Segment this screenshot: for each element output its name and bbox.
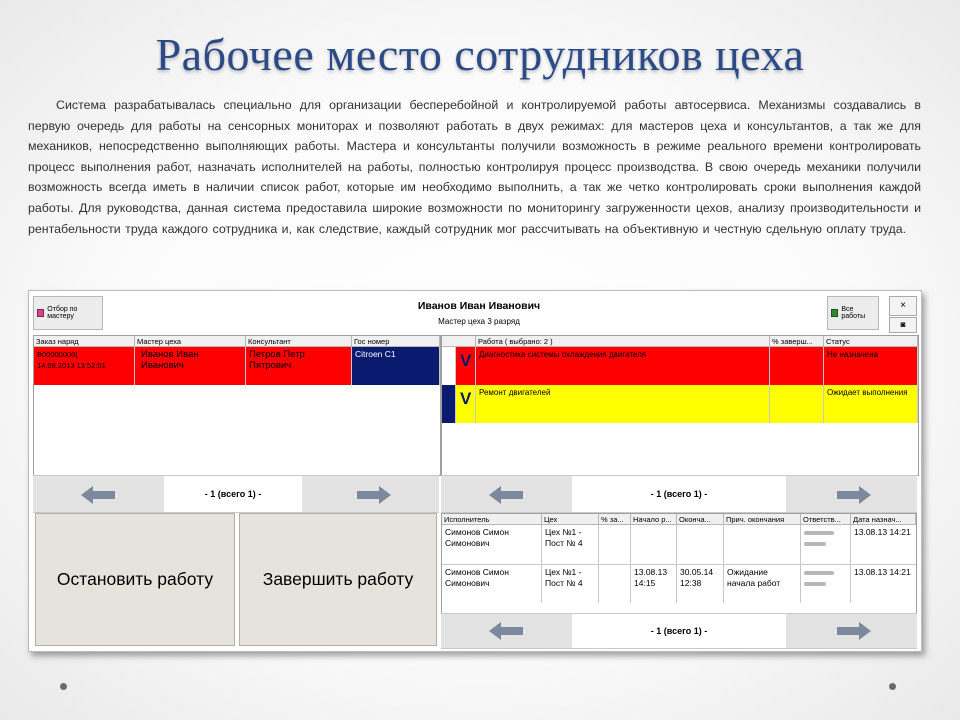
pager-text: - 1 (всего 1) - [572,476,786,512]
work-name: Диагностика системы охлаждения двигателя [476,347,770,385]
decorative-dot [889,683,896,690]
executor-start [631,525,677,564]
executor-percent [599,564,631,603]
app-screenshot [28,290,922,652]
orders-pager [33,475,439,513]
employee-name: Иванов Иван Иванович [417,300,541,312]
close-button[interactable]: × [889,296,917,316]
col-header[interactable]: Исполнитель [442,514,542,525]
col-header[interactable]: Начало р... [631,514,677,525]
executor-end: 30.05.14 12:38 [677,564,724,603]
col-header[interactable]: Работа ( выбрано: 2 ) [476,336,770,347]
checkbox-icon [37,309,44,317]
work-status: Ожидает выполнения [824,385,918,423]
col-header[interactable]: Дата назнач... [851,514,916,525]
col-header[interactable]: Консультант [246,336,352,347]
all-works-button[interactable] [827,296,879,330]
arrow-right-icon[interactable] [837,622,871,640]
pager-text: - 1 (всего 1) - [164,476,302,512]
row-selector[interactable] [442,385,456,423]
responsible-redacted [801,564,851,603]
col-header[interactable]: Заказ наряд [34,336,135,347]
work-name: Ремонт двигателей [476,385,770,423]
executor-start: 13.08.13 14:15 [631,564,677,603]
master-cell: Иванов Иван Иванович [135,347,246,385]
stop-work-button[interactable]: Остановить работу [35,513,235,646]
finish-work-button[interactable]: Завершить работу [239,513,437,646]
plate-cell: Citroen C1 [352,347,440,385]
executor-shop: Цех №1 - Пост № 4 [542,525,599,564]
description-text: Система разрабатывалась специально для организации бесперебойной и контролируемой работы автосервиса. Механизмы создавались в первую очередь для работы на сенсорных мониторах и позволяют работать в двух режимах: для мастеров цеха и консультантов, а так же для механиков, непосредственно выполняющих работы. Мастера и консультанты получили возможность в режиме реального времени контролировать процесс выполнения работ, назначать исполнителей на работы, полностью контролируя процесс производства. В свою очередь механики получили возможность всегда иметь в наличии список работ, которые им необходимо выполнить, а так же четко контролировать сроки выполнения каждой работы. Для руководства, данная система предоставила широкие возможности по мониторингу загруженности цехов, анализу производительности и рентабельности труда каждого сотрудника и, как следствие, каждый сотрудник мог рассчитывать на объективную и честную сдельную оплату труда. [28,98,921,236]
employee-role: Мастер цеха 3 разряд [438,317,520,326]
arrow-left-icon[interactable] [489,486,523,504]
all-works-label: Все работы [841,306,866,320]
app-header [29,291,921,335]
window-icon: ◙ [900,320,906,329]
arrow-left-icon[interactable] [489,622,523,640]
work-status: Не назначена [824,347,918,385]
executor-reason: Ожидание начала работ [724,564,801,603]
order-cell [34,347,135,385]
col-header[interactable]: Ответств... [801,514,851,525]
responsible-redacted [801,525,851,564]
check-mark-icon: V [456,347,476,385]
work-percent [770,385,824,423]
orders-table [33,335,441,476]
slide-title: Рабочее место сотрудников цеха [155,29,805,80]
assign-date: 13.08.13 14:21 [854,527,911,537]
work-percent [770,347,824,385]
executor-end [677,525,724,564]
arrow-right-icon[interactable] [837,486,871,504]
assign-date: 13.08.13 14:21 [851,564,916,603]
col-header[interactable]: Мастер цеха [135,336,246,347]
filter-master-button[interactable] [33,296,103,330]
executors-pager [441,613,917,649]
filter-master-label: Отбор по мастеру [47,306,78,320]
arrow-left-icon[interactable] [81,486,115,504]
decorative-dot [60,683,67,690]
col-header[interactable]: Цех [542,514,599,525]
restore-button[interactable] [889,317,917,333]
checkbox-icon [831,309,838,317]
works-table [441,335,919,476]
consultant-cell: Петров Петр Пятрович [246,347,352,385]
col-header[interactable]: Прич. окончания [724,514,801,525]
col-header[interactable]: Статус [824,336,918,347]
col-header[interactable]: Оконча... [677,514,724,525]
executor-reason [724,525,801,564]
order-date: 14.08.2013 13:52:01 [37,361,106,370]
executor-shop: Цех №1 - Пост № 4 [542,564,599,603]
col-header[interactable]: % заверш... [770,336,824,347]
executors-table [441,513,917,615]
col-header-blank [442,336,476,347]
row-selector[interactable] [442,347,456,385]
executor-percent [599,525,631,564]
col-header[interactable]: % за... [599,514,631,525]
order-number: В00000000( [37,350,78,359]
slide-description [28,95,921,239]
executor-name: Симонов Симон Симонович [442,564,542,603]
executor-name: Симонов Симон Симонович [442,525,542,564]
works-pager [441,475,917,513]
arrow-right-icon[interactable] [357,486,391,504]
col-header[interactable]: Гос номер [352,336,440,347]
pager-text: - 1 (всего 1) - [572,614,786,648]
check-mark-icon: V [456,385,476,423]
